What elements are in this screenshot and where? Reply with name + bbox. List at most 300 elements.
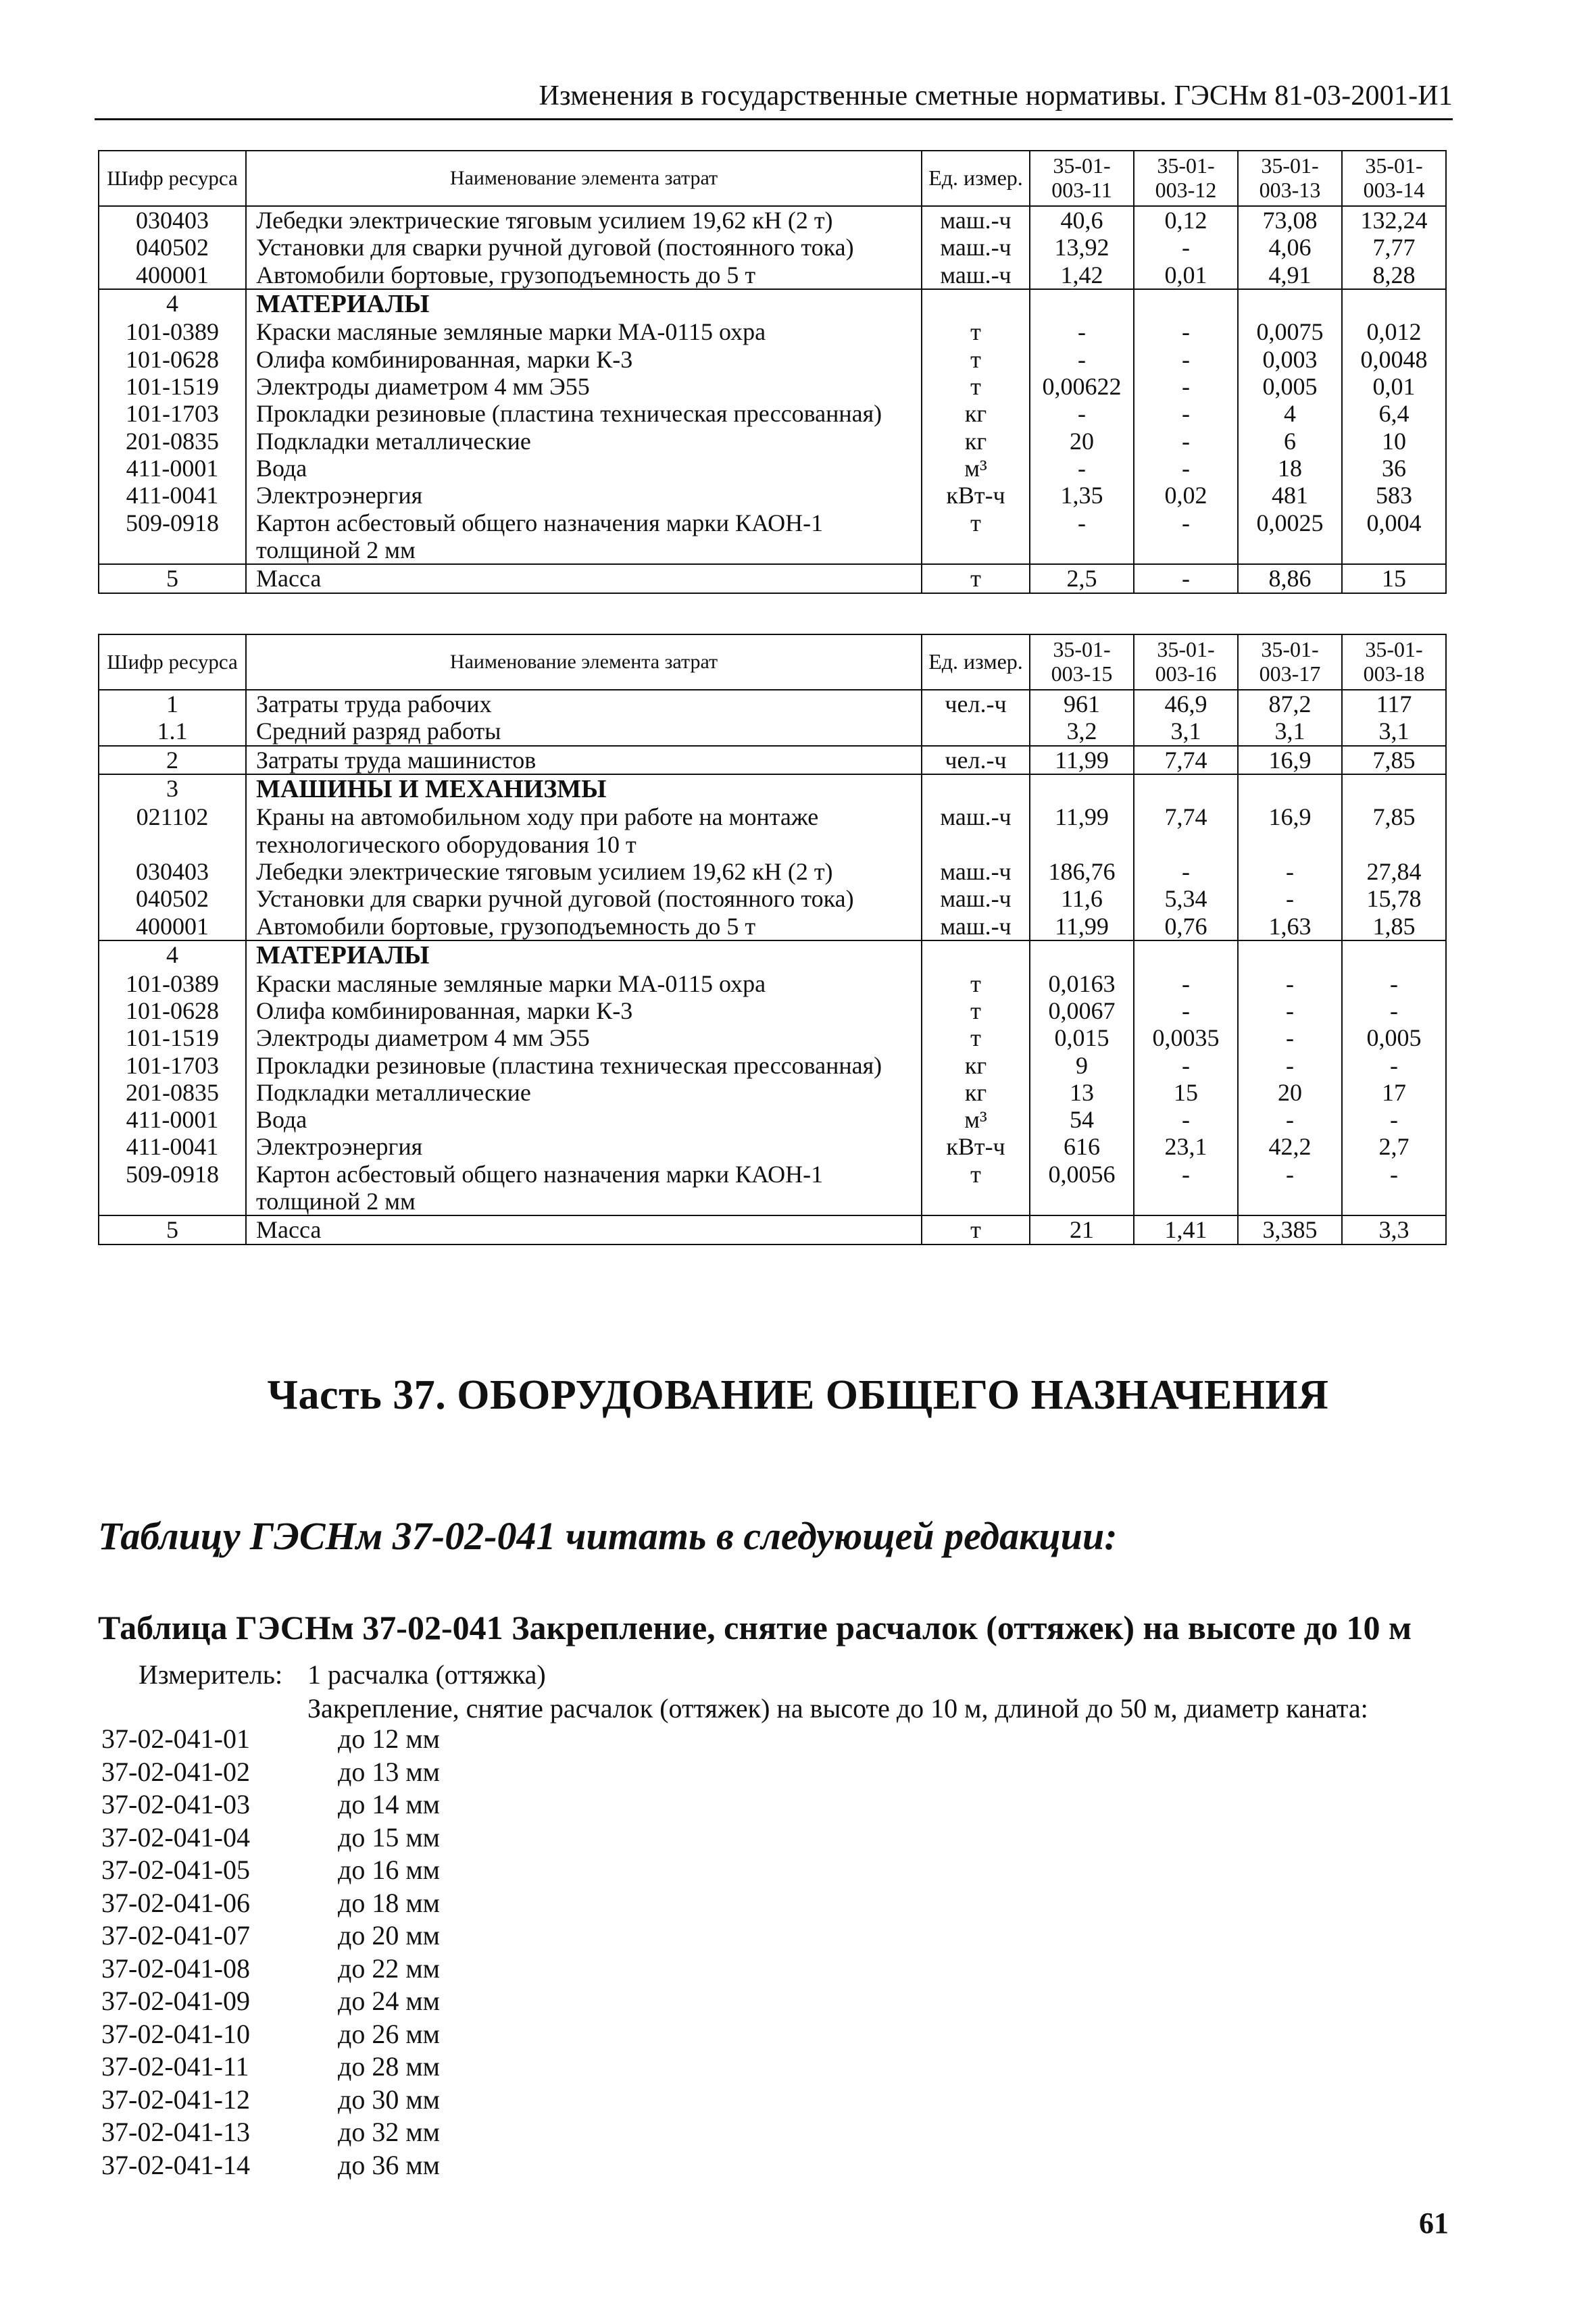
value-cell [1238,289,1342,319]
table-row [99,289,1446,319]
value-cell: 0,01 [1134,261,1238,289]
resource-code: 4 [99,940,246,970]
table-title: Таблица ГЭСНм 37-02-041 Закрепление, снятие расчалок (оттяжек) на высоте до 10 м [98,1609,1412,1646]
value-cell: 7,74 [1134,803,1238,858]
resource-table-2 [98,634,1447,1245]
resource-name: Автомобили бортовые, грузоподъемность до 5 т [246,913,922,940]
resource-name: Затраты труда рабочих [246,690,922,718]
resource-name: Олифа комбинированная, марки К-3 [246,997,922,1024]
resource-code: 101-1519 [99,373,246,400]
item-code: 37-02-041-04 [101,1821,250,1853]
value-cell: 0,005 [1342,1024,1446,1051]
value-cell: 616 [1030,1133,1134,1160]
value-cell: 0,0035 [1134,1024,1238,1051]
value-cell: 0,12 [1134,206,1238,234]
unit-cell: кг [922,400,1030,427]
unit-cell: т [922,997,1030,1024]
resource-code: 201-0835 [99,428,246,455]
value-cell: 3,3 [1342,1215,1446,1244]
unit-cell: т [922,1024,1030,1051]
value-cell: 42,2 [1238,1133,1342,1160]
resource-name: Вода [246,455,922,482]
value-cell: - [1134,428,1238,455]
value-cell: - [1342,1052,1446,1079]
header-col: 35-01-003-12 [1134,151,1238,206]
value-cell: - [1030,400,1134,427]
value-cell: 0,02 [1134,482,1238,509]
value-cell: 21 [1030,1215,1134,1244]
value-cell: 10 [1342,428,1446,455]
header-name: Наименование элемента затрат [246,634,922,690]
header-col: 35-01-003-15 [1030,634,1134,690]
resource-table-1 [98,150,1447,594]
header-col: 35-01-003-14 [1342,151,1446,206]
value-cell: 0,0075 [1238,318,1342,345]
value-cell: 4 [1238,400,1342,427]
resource-name: Масса [246,1215,922,1244]
value-cell: 13,92 [1030,234,1134,261]
value-cell: 2,5 [1030,564,1134,593]
unit-cell: т [922,373,1030,400]
resource-name: Средний разряд работы [246,718,922,745]
value-cell: 4,06 [1238,234,1342,261]
unit-cell: маш.-ч [922,234,1030,261]
value-cell: 4,91 [1238,261,1342,289]
table-row [99,913,1446,940]
table-row [99,1161,1446,1216]
list-item [101,2149,440,2182]
value-cell: 11,99 [1030,803,1134,858]
value-cell: 117 [1342,690,1446,718]
resource-code: 101-0389 [99,970,246,997]
value-cell: 1,41 [1134,1215,1238,1244]
value-cell: - [1238,1161,1342,1216]
resource-name: Масса [246,564,922,593]
item-text: до 28 мм [338,2051,440,2082]
value-cell: 8,86 [1238,564,1342,593]
resource-name: Установки для сварки ручной дуговой (постоянного тока) [246,885,922,912]
resource-code: 101-1703 [99,1052,246,1079]
resource-name: Электроды диаметром 4 мм Э55 [246,1024,922,1051]
item-code: 37-02-041-02 [101,1756,250,1787]
value-cell: 27,84 [1342,858,1446,885]
item-text: до 20 мм [338,1920,440,1951]
resource-name: Олифа комбинированная, марки К-3 [246,346,922,373]
value-cell: - [1134,400,1238,427]
table-row [99,774,1446,804]
value-cell: 3,1 [1238,718,1342,745]
table-row [99,1106,1446,1133]
value-cell: - [1238,1052,1342,1079]
item-text: до 32 мм [338,2117,440,2147]
item-code: 37-02-041-03 [101,1789,250,1819]
item-code: 37-02-041-08 [101,1953,250,1984]
measure-value: 1 расчалка (оттяжка) [307,1659,546,1690]
header-col: 35-01-003-11 [1030,151,1134,206]
unit-cell: кВт-ч [922,1133,1030,1160]
value-cell: 0,0025 [1238,509,1342,565]
value-cell: 1,35 [1030,482,1134,509]
resource-code: 021102 [99,803,246,858]
value-cell: - [1134,373,1238,400]
work-description: Закрепление, снятие расчалок (оттяжек) на высоте до 10 м, длиной до 50 м, диаметр каната: [307,1693,1368,1724]
resource-code: 030403 [99,858,246,885]
value-cell: - [1238,1024,1342,1051]
value-cell: 11,6 [1030,885,1134,912]
norm-item-list [101,1723,440,2182]
item-text: до 26 мм [338,2018,440,2049]
resource-name: Подкладки металлические [246,1079,922,1106]
value-cell: 13 [1030,1079,1134,1106]
measure-line [139,1659,546,1690]
item-code: 37-02-041-14 [101,2149,250,2180]
italic-heading: Таблицу ГЭСНм 37-02-041 читать в следующей редакции: [98,1514,1118,1558]
unit-cell: т [922,346,1030,373]
value-cell: 3,1 [1134,718,1238,745]
measure-label: Измеритель: [139,1659,283,1690]
unit-cell: м³ [922,455,1030,482]
value-cell: 20 [1030,428,1134,455]
value-cell: - [1342,1106,1446,1133]
table-row [99,234,1446,261]
item-code: 37-02-041-06 [101,1887,250,1918]
unit-cell [922,774,1030,804]
table-row [99,318,1446,345]
unit-cell [922,718,1030,745]
value-cell: 0,0067 [1030,997,1134,1024]
value-cell: 186,76 [1030,858,1134,885]
value-cell: - [1342,997,1446,1024]
value-cell: 0,00622 [1030,373,1134,400]
table-row [99,482,1446,509]
unit-cell: м³ [922,1106,1030,1133]
value-cell: - [1238,885,1342,912]
value-cell [1342,940,1446,970]
value-cell: 1,63 [1238,913,1342,940]
table-row [99,803,1446,858]
value-cell: - [1134,564,1238,593]
value-cell: 18 [1238,455,1342,482]
value-cell: 0,004 [1342,509,1446,565]
value-cell: 0,012 [1342,318,1446,345]
value-cell [1030,774,1134,804]
unit-cell: маш.-ч [922,206,1030,234]
table-row [99,1215,1446,1244]
value-cell: 46,9 [1134,690,1238,718]
value-cell: 0,01 [1342,373,1446,400]
running-header: Изменения в государственные сметные нормативы. ГЭСНм 81-03-2001-И1 [539,80,1453,111]
resource-code: 411-0001 [99,455,246,482]
resource-code: 400001 [99,913,246,940]
table-body [99,690,1446,1244]
value-cell [1238,774,1342,804]
value-cell: - [1238,970,1342,997]
value-cell: 17 [1342,1079,1446,1106]
value-cell: 7,77 [1342,234,1446,261]
value-cell: 15 [1134,1079,1238,1106]
resource-code: 101-0628 [99,997,246,1024]
resource-code: 101-1703 [99,400,246,427]
unit-cell: т [922,509,1030,565]
value-cell [1134,289,1238,319]
value-cell: 1,85 [1342,913,1446,940]
table-row [99,509,1446,565]
table-header-row [99,634,1446,690]
table-row [99,373,1446,400]
resource-code: 400001 [99,261,246,289]
value-cell: 9 [1030,1052,1134,1079]
table-row [99,1024,1446,1051]
table-header-row [99,151,1446,206]
resource-name: Вода [246,1106,922,1133]
item-code: 37-02-041-11 [101,2051,249,2082]
value-cell: 583 [1342,482,1446,509]
value-cell: 11,99 [1030,746,1134,774]
resource-code: 2 [99,746,246,774]
item-text: до 24 мм [338,1986,440,2016]
value-cell: - [1134,1106,1238,1133]
unit-cell: кг [922,428,1030,455]
resource-code: 040502 [99,234,246,261]
value-cell: 87,2 [1238,690,1342,718]
table-row [99,690,1446,718]
resource-name: Установки для сварки ручной дуговой (постоянного тока) [246,234,922,261]
list-item [101,1788,440,1821]
table-row [99,718,1446,745]
resource-code: 040502 [99,885,246,912]
list-item [101,1756,440,1789]
table-row [99,1052,1446,1079]
resource-name: Краски масляные земляные марки МА-0115 охра [246,318,922,345]
value-cell: 7,85 [1342,746,1446,774]
resource-name: МАТЕРИАЛЫ [246,940,922,970]
item-text: до 30 мм [338,2084,440,2115]
table-row [99,400,1446,427]
value-cell: 0,0163 [1030,970,1134,997]
value-cell: 7,85 [1342,803,1446,858]
table-row [99,455,1446,482]
value-cell [1030,289,1134,319]
table-row [99,858,1446,885]
resource-code: 4 [99,289,246,319]
header-rule [95,118,1453,120]
resource-code: 411-0001 [99,1106,246,1133]
part-title: Часть 37. ОБОРУДОВАНИЕ ОБЩЕГО НАЗНАЧЕНИЯ [267,1372,1329,1418]
value-cell: - [1134,858,1238,885]
value-cell [1342,289,1446,319]
table-row [99,346,1446,373]
resource-code: 3 [99,774,246,804]
table-row [99,261,1446,289]
value-cell [1030,940,1134,970]
value-cell [1134,774,1238,804]
list-item [101,1854,440,1887]
value-cell: 961 [1030,690,1134,718]
header-col: 35-01-003-16 [1134,634,1238,690]
value-cell: - [1134,970,1238,997]
table-row [99,206,1446,234]
list-item [101,2116,440,2149]
resource-name: Автомобили бортовые, грузоподъемность до 5 т [246,261,922,289]
list-item [101,1919,440,1953]
resource-code: 101-1519 [99,1024,246,1051]
item-code: 37-02-041-10 [101,2018,250,2049]
value-cell: 16,9 [1238,803,1342,858]
unit-cell: т [922,1215,1030,1244]
list-item [101,1723,440,1756]
unit-cell [922,289,1030,319]
value-cell: 15,78 [1342,885,1446,912]
resource-name: Электроэнергия [246,1133,922,1160]
value-cell: 0,005 [1238,373,1342,400]
unit-cell: т [922,318,1030,345]
value-cell: 6 [1238,428,1342,455]
value-cell: - [1134,509,1238,565]
item-text: до 15 мм [338,1821,440,1853]
value-cell [1342,774,1446,804]
value-cell: 1,42 [1030,261,1134,289]
value-cell: 5,34 [1134,885,1238,912]
list-item [101,2018,440,2051]
value-cell: 20 [1238,1079,1342,1106]
value-cell: - [1134,346,1238,373]
item-code: 37-02-041-07 [101,1920,250,1951]
resource-code: 411-0041 [99,1133,246,1160]
header-unit: Ед. измер. [922,634,1030,690]
table-row [99,997,1446,1024]
item-text: до 13 мм [338,1756,440,1787]
header-code: Шифр ресурса [99,151,246,206]
header-code: Шифр ресурса [99,634,246,690]
unit-cell: т [922,970,1030,997]
list-item [101,1985,440,2018]
unit-cell: т [922,564,1030,593]
value-cell: 7,74 [1134,746,1238,774]
value-cell: 11,99 [1030,913,1134,940]
value-cell: - [1342,970,1446,997]
resource-code: 201-0835 [99,1079,246,1106]
unit-cell: чел.-ч [922,746,1030,774]
header-col: 35-01-003-17 [1238,634,1342,690]
value-cell: - [1030,346,1134,373]
unit-cell: маш.-ч [922,803,1030,858]
resource-code: 1 [99,690,246,718]
value-cell: - [1030,509,1134,565]
value-cell: 0,003 [1238,346,1342,373]
value-cell: 0,76 [1134,913,1238,940]
resource-code: 509-0918 [99,1161,246,1216]
header-name: Наименование элемента затрат [246,151,922,206]
list-item [101,1821,440,1855]
table-row [99,746,1446,774]
value-cell: 23,1 [1134,1133,1238,1160]
table-row [99,940,1446,970]
value-cell: - [1238,997,1342,1024]
value-cell: 0,0056 [1030,1161,1134,1216]
item-text: до 12 мм [338,1724,440,1754]
table-row [99,970,1446,997]
resource-name: Подкладки металлические [246,428,922,455]
unit-cell: маш.-ч [922,261,1030,289]
table-row [99,1079,1446,1106]
resource-code: 101-0628 [99,346,246,373]
unit-cell: т [922,1161,1030,1216]
header-col: 35-01-003-18 [1342,634,1446,690]
unit-cell: чел.-ч [922,690,1030,718]
item-text: до 36 мм [338,2149,440,2180]
list-item [101,2084,440,2117]
resource-code: 030403 [99,206,246,234]
resource-name: Электроды диаметром 4 мм Э55 [246,373,922,400]
value-cell: - [1238,858,1342,885]
unit-cell: маш.-ч [922,913,1030,940]
resource-name: МАТЕРИАЛЫ [246,289,922,319]
value-cell: 15 [1342,564,1446,593]
resource-name: МАШИНЫ И МЕХАНИЗМЫ [246,774,922,804]
value-cell [1238,940,1342,970]
value-cell: - [1134,455,1238,482]
resource-name: Прокладки резиновые (пластина техническая прессованная) [246,1052,922,1079]
value-cell: 40,6 [1030,206,1134,234]
value-cell: 8,28 [1342,261,1446,289]
value-cell: - [1134,1052,1238,1079]
item-code: 37-02-041-05 [101,1855,250,1885]
resource-name: Прокладки резиновые (пластина техническая прессованная) [246,400,922,427]
resource-name: Лебедки электрические тяговым усилием 19,62 кН (2 т) [246,206,922,234]
value-cell: 2,7 [1342,1133,1446,1160]
value-cell: 6,4 [1342,400,1446,427]
list-item [101,2051,440,2084]
value-cell: - [1030,318,1134,345]
resource-name: Картон асбестовый общего назначения марки КАОН-1 толщиной 2 мм [246,1161,922,1216]
item-text: до 22 мм [338,1953,440,1984]
item-text: до 14 мм [338,1789,440,1819]
value-cell: 132,24 [1342,206,1446,234]
item-code: 37-02-041-01 [101,1724,250,1754]
item-code: 37-02-041-13 [101,2117,250,2147]
page-number: 61 [1419,2207,1449,2240]
value-cell: - [1030,455,1134,482]
value-cell: 54 [1030,1106,1134,1133]
value-cell: - [1238,1106,1342,1133]
value-cell: 481 [1238,482,1342,509]
value-cell: 3,1 [1342,718,1446,745]
unit-cell: маш.-ч [922,858,1030,885]
value-cell: 73,08 [1238,206,1342,234]
resource-name: Краски масляные земляные марки МА-0115 охра [246,970,922,997]
resource-name: Лебедки электрические тяговым усилием 19,62 кН (2 т) [246,858,922,885]
resource-name: Картон асбестовый общего назначения марки КАОН-1 толщиной 2 мм [246,509,922,565]
value-cell [1134,940,1238,970]
value-cell: - [1134,234,1238,261]
value-cell: 36 [1342,455,1446,482]
unit-cell: кг [922,1052,1030,1079]
value-cell: - [1134,318,1238,345]
item-text: до 16 мм [338,1855,440,1885]
value-cell: - [1134,997,1238,1024]
unit-cell [922,940,1030,970]
resource-code: 1.1 [99,718,246,745]
table-row [99,1133,1446,1160]
value-cell: 0,0048 [1342,346,1446,373]
unit-cell: кг [922,1079,1030,1106]
resource-code: 5 [99,564,246,593]
unit-cell: кВт-ч [922,482,1030,509]
value-cell: 16,9 [1238,746,1342,774]
resource-name: Электроэнергия [246,482,922,509]
value-cell: 3,385 [1238,1215,1342,1244]
list-item [101,1953,440,1986]
